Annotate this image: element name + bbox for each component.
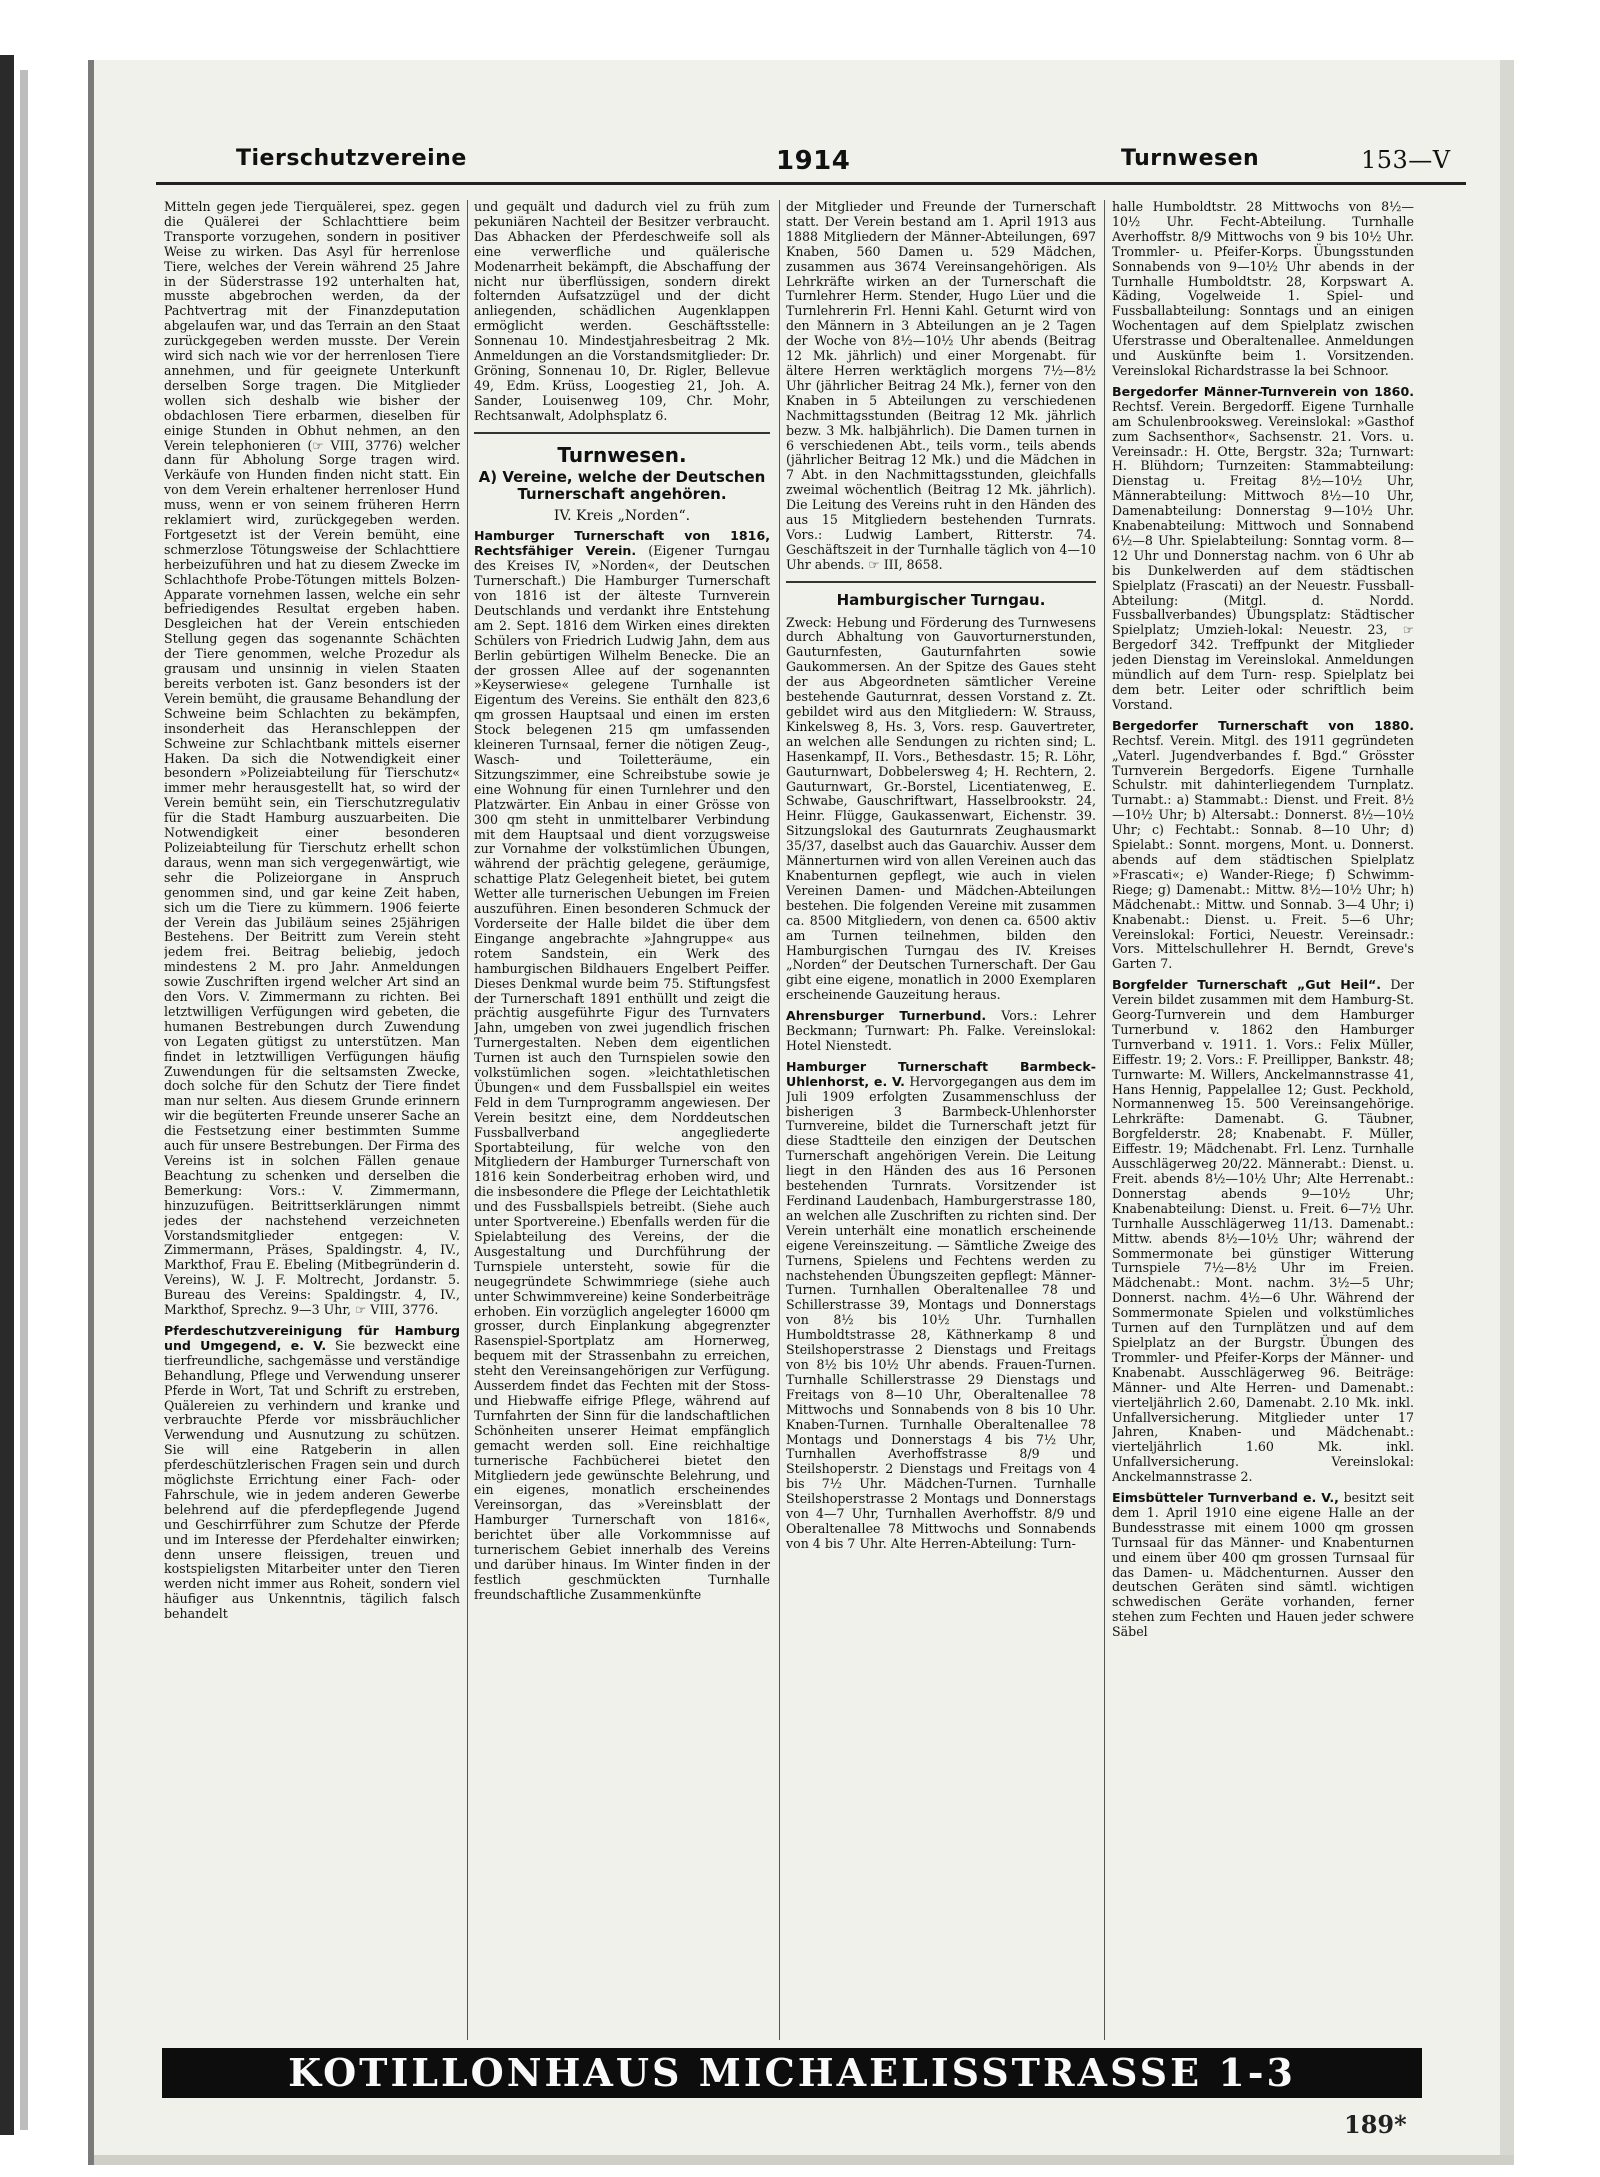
page-bottom-edge [94,2155,1514,2165]
entry [1112,978,1414,1485]
entry-title: Eimsbütteler Turnverband e. V., [1112,1490,1339,1506]
entry-text: Rechtsf. Verein. Bergedorff. Eigene Turnhalle am Schulenbrooksweg. Vereinslokal: »Gasthof zum Sachsenthor«, Sachsenstr. 21. Vors. u. Vereinsadr.: H. Otte, Bergstr. 32a; Turnwart: H. Blühdorn; Turnzeiten: Stammabteilung: Dienstag u. Freitag 8½—10½ Uhr, Männerabteilung: Mittwoch 8½—10 Uhr, Damenabteilung: Donnerstag 9—10½ Uhr. Knabenabteilung: Mittwoch und Sonnabend 6½—8 Uhr. Spielabteilung: Sonntag vorm. 8—12 Uhr und Donnerstag nachm. von 6 Uhr ab bis Dunkelwerden auf dem städtischen Spielplatz (Frascati) an der Neuestr. Fussball-Abteilung: (Mitgl. d. Nordd. Fussballverbandes) Übungsplatz: Städtischer Spielplatz; Umzieh-lokal: Neuestr. 23, ☞ Bergedorf 342. Treffpunkt der Mitglieder jeden Dienstag im Vereinslokal. Anmeldungen mündlich auf dem Turn- resp. Spielplatz bei dem betr. Leiter oder schriftlich beim Vorstand. [1112,398,1414,712]
scan-edge-inner [20,70,28,2130]
entry [786,1009,1096,1054]
page-shadow [1500,60,1514,2165]
header-year: 1914 [776,146,851,176]
entry [1112,1491,1414,1640]
paragraph: der Mitglieder und Freunde der Turnerschaft statt. Der Verein bestand am 1. April 1913 aus 1888 Mitgliedern der Männer-Abteilungen, 697 Knaben, 560 Damen u. 529 Mädchen, zusammen aus 3674 Vereinsangehörigen. Als Lehrkräfte wirken an der Turnerschaft die Turnlehrer Herm. Stender, Hugo Lüer und die Turnlehrerin Frl. Henni Kahl. Geturnt wird von den Männern in 3 Abteilungen an je 2 Tagen der Woche von 8½—10½ Uhr abends (Beitrag 12 Mk. jährlich) und einer Morgenabt. für ältere Herren werktäglich morgens 7½—8½ Uhr (jährlicher Beitrag 24 Mk.), ferner von den Knaben in 5 Abteilungen zu verschiedenen Nachmittagsstunden (Beitrag 12 Mk. jährlich bezw. 3 Mk. halbjährlich). Die Damen turnen in 6 verschiedenen Abt., teils vorm., teils abends (jährlicher Beitrag 12 Mk.) und die Mädchen in 7 Abt. in den Nachmittagsstunden, gleichfalls zweimal wöchentlich (Beitrag 12 Mk. jährlich). Die Leitung des Vereins ruht in den Händen des aus 15 Mitgliedern bestehenden Turnrats. Vors.: Ludwig Lambert, Ritterstr. 74. Geschäftszeit in der Turnhalle täglich von 4—10 Uhr abends. ☞ III, 8658. [786,200,1096,572]
column-3 [786,200,1096,2040]
paragraph: Zweck: Hebung und Förderung des Turnwesens durch Abhaltung von Gauvorturnerstunden, Gauturnfesten, Gauturnfahrten sowie Gaukommersen. An der Spitze des Gaues steht der aus Abgeordneten sämtlicher Vereine bestehende Gauturnrat, dessen Vorstand z. Zt. gebildet wird aus den Mitgliedern: W. Strauss, Kinkelsweg 8, Hs. 3, Vors. resp. Gauvertreter, an welchen alle Sendungen zu richten sind; L. Hasenkampf, II. Vors., Bethesdastr. 15; R. Löhr, Gauturnwart, Dobbelersweg 4; H. Rechtern, 2. Gauturnwart, Gr.-Borstel, Licentiatenweg, E. Schwabe, Gauschriftwart, Hasselbrookstr. 24, Heinr. Flügge, Gaukassenwart, Eichenstr. 39. Sitzungslokal des Gauturnrats Zeughausmarkt 35/37, daselbst auch das Gauarchiv. Ausser dem Männerturnen wird von allen Vereinen auch das Knabenturnen gepflegt, wie auch in vielen Vereinen Damen- und Mädchen-Abteilungen bestehen. Die folgenden Vereine mit zusammen ca. 8500 Mitgliedern, von denen ca. 6500 aktiv am Turnen teilnehmen, bilden den Hamburgischen Turngau des IV. Kreises „Norden“ der Deutschen Turnerschaft. Der Gau gibt eine eigene, monatlich in 2000 Exemplaren erscheinende Gauzeitung heraus. [786,614,1096,1003]
entry [474,529,770,1602]
entry [786,1060,1096,1552]
entry-title: Pferdeschutzvereinigung für Hamburg und Umgegend, e. V. [164,1322,460,1353]
document-page [88,60,1514,2165]
entry-title: Hamburger Turnerschaft Barmbeck-Uhlenhorst, e. V. [786,1058,1096,1089]
advertisement-banner: KOTILLONHAUS MICHAELISSTRASSE 1-3 [162,2048,1422,2098]
subsection-title: A) Vereine, welche der Deutschen Turnerschaft angehören. [478,467,766,503]
entry-text: Hervorgegangen aus dem im Juli 1909 erfolgten Zusammenschluss der bisherigen 3 Barmbeck-Uhlenhorster Turnvereine, bildet die Turnerschaft jetzt für diese Stadtteile den einzigen der Deutschen Turnerschaft angehörigen Verein. Die Leitung liegt in den Händen des aus 16 Personen bestehenden Turnrats. Vorsitzender ist Ferdinand Laudenbach, Hamburgerstrasse 180, an welchen alle Zuschriften zu richten sind. Der Verein unterhält eine monatlich erscheinende eigene Vereinszeitung. — Sämtliche Zweige des Turnens, Spielens und Fechtens werden zu nachstehenden Übungszeiten gepflegt: Männer-Turnen. Turnhallen Oberaltenallee 78 und Schillerstrasse 39, Montags und Donnerstags von 8½ bis 10½ Uhr. Turnhallen Humboldtstrasse 28, Käthnerkamp 8 und Steilshoperstrasse 2 Dienstags und Freitags von 8½ bis 10½ Uhr abends. Frauen-Turnen. Turnhalle Schillerstrasse 29 Dienstags und Freitags von 8—10 Uhr, Oberaltenallee 78 Mittwochs und Sonnabends von 8 bis 10 Uhr. Knaben-Turnen. Turnhalle Oberaltenallee 78 Montags und Donnerstags 4 bis 7½ Uhr, Turnhallen Averhoffstrasse 8/9 und Steilshoperstr. 2 Dienstags und Freitags von 4 bis 7½ Uhr. Mädchen-Turnen. Turnhalle Steilshoperstrasse 2 Montags und Donnerstags von 4—7 Uhr, Turnhallen Averhoffstr. 8/9 und Oberaltenallee 78 Mittwochs und Sonnabends von 4 bis 7 Uhr. Alte Herren-Abteilung: Turn- [786,1073,1096,1551]
header-page-number: 153—V [1361,146,1451,174]
entry [164,1324,460,1622]
entry-text: Der Verein bildet zusammen mit dem Hamburg-St. Georg-Turnverein und dem Hamburger Turnerbund v. 1862 den Hamburger Turnverband v. 1911. 1. Vors.: Felix Müller, Eiffestr. 19; 2. Vors.: F. Preillipper, Bankstr. 48; Turnwarte: M. Willers, Anckelmannstrasse 41, Hans Hennig, Pappelallee 12; Gust. Peckhold, Normannenweg 15. 500 Vereinsangehörige. Lehrkräfte: Damenabt. G. Täubner, Borgfelderstr. 28; Knabenabt. F. Müller, Eiffestr. 19; Mädchenabt. Frl. Lenz. Turnhalle Ausschlägerweg 20/22. Männerabt.: Dienst. u. Freit. abends 8½—10½ Uhr; Alte Herrenabt.: Donnerstag abends 9—10½ Uhr; Knabenabteilung: Dienst. u. Freit. 6—7½ Uhr. Turnhalle Ausschlägerweg 11/13. Damenabt.: Mittw. abends 8½—10½ Uhr; während der Sommermonate bei günstiger Witterung Turnspiele 7½—8½ Uhr im Freien. Mädchenabt.: Mont. nachm. 3½—5 Uhr; Donnerst. nachm. 4½—6 Uhr. Während der Sommermonate Spielen und volkstümliches Turnen auf den Turnplätzen und auf dem Spielplatz an der Burgstr. Übungen des Trommler- und Pfeifer-Korps der Männer- und Knabenabt. Ausschlägerweg 96. Beiträge: Männer- und Alte Herren- und Damenabt.: vierteljährlich 2.60, Damenabt. 2.10 Mk. inkl. Unfallversicherung. Mitglieder unter 17 Jahren, Knaben- und Mädchenabt.: vierteljährlich 1.60 Mk. inkl. Unfallversicherung. Vereinslokal: Anckelmannstrasse 2. [1112,977,1414,1485]
paragraph: halle Humboldtstr. 28 Mittwochs von 8½—10½ Uhr. Fecht-Abteilung. Turnhalle Averhoffstr. 8/9 Mittwochs von 9 bis 10½ Uhr. Trommler- u. Pfeifer-Korps. Übungsstunden Sonnabends von 9—10½ Uhr abends in der Turnhalle Humboldtstr. 28, Korpswart A. Käding, Vogelweide 1. Spiel- und Fussballabteilung: Sonntags und an einigen Wochentagen auf dem Spielplatz zwischen Uferstrasse und Oberaltenallee. Anmeldungen und Auskünfte beim 1. Vorsitzenden. Vereinslokal Richardstrasse la bei Schnoor. [1112,200,1414,378]
column-1 [164,200,460,2040]
entry-title: Bergedorfer Turnerschaft von 1880. [1112,717,1414,733]
entry-title: Ahrensburger Turnerbund. [786,1008,987,1024]
entry-title: Bergedorfer Männer-Turnverein von 1860. [1112,383,1414,399]
footer-page-number: 189* [1344,2110,1407,2139]
district-heading: IV. Kreis „Norden“. [553,507,691,524]
section-title: Turnwesen. [557,442,687,467]
column-4 [1112,200,1414,2040]
column-rule [1104,200,1105,2040]
entry-title: Hamburger Turnerschaft von 1816, Rechtsfähiger Verein. [474,528,770,559]
entry-text: Rechtsf. Verein. Mitgl. des 1911 gegründeten „Vaterl. Jugendverbandes f. Bgd.“ Grösster Turnverein Bergedorfs. Eigene Turnhalle Schulstr. mit dahinterliegendem Turnplatz. Turnabt.: a) Stammabt.: Dienst. und Freit. 8½—10½ Uhr; b) Altersabt.: Donnerst. 8½—10½ Uhr; c) Fechtabt.: Sonnab. 8—10 Uhr; d) Spielabt.: Sonnt. morgens, Mont. u. Donnerst. abends auf dem städtischen Spielplatz »Frascati«; e) Wander-Riege; f) Schwimm-Riege; g) Damenabt.: Mittw. 8½—10½ Uhr; h) Mädchenabt.: Mittw. und Sonnab. 3—4 Uhr; i) Knabenabt.: Dienst. u. Freit. 5—6 Uhr; Vereinslokal: Fortici, Neuestr. Vereinsadr.: Vors. Mittelschullehrer H. Berndt, Greve's Garten 7. [1112,732,1414,972]
entry-title: Borgfelder Turnerschaft „Gut Heil“. [1112,977,1382,993]
entry-text: besitzt seit dem 1. April 1910 eine eigene Halle an der Bundesstrasse mit einem 1000 qm grossen Turnsaal für das Männer- und Knabenturnen und einem über 400 qm grossen Turnsaal für das Damen- u. Mädchenturnen. Ausser den deutschen Geräten sind sämtl. wichtigen schwedischen Geräte vorhanden, ferner stehen zum Fechten und Hauen jeder schwere Säbel [1112,1490,1414,1640]
section-divider [786,581,1096,583]
header-section-right: Turnwesen [1121,146,1260,171]
column-2 [474,200,770,2040]
entry-text: Vors.: Lehrer Beckmann; Turnwart: Ph. Falke. Vereinslokal: Hotel Nienstedt. [786,1008,1096,1053]
column-rule [467,200,468,2040]
column-rule [779,200,780,2040]
paragraph: Mitteln gegen jede Tierquälerei, spez. gegen die Quälerei der Schlachttiere beim Transporte vorzugehen, sondern in positiver Weise zu wirken. Das Asyl für herrenlose Tiere, welches der Verein während 25 Jahre in der Süderstrasse 192 unterhalten hat, musste abgebrochen werden, da der Pachtvertrag mit der Finanzdeputation abgelaufen war, und das Terrain an den Staat zurückgegeben werden musste. Der Verein wird sich nach wie vor der herrenlosen Tiere annehmen, und für geeignete Unterkunft derselben Sorge tragen. Die Mitglieder wollen sich deshalb wie bisher der obdachlosen Tiere erbarmen, dieselben für einige Stunden in Obhut nehmen, an den Verein telephonieren (☞ VIII, 3776) welcher dann für Abholung Sorge tragen wird. Verkäufe von Hunden finden nicht statt. Ein von dem Verein erhaltener herrenloser Hund muss, wenn er von seinem früheren Herrn reklamiert wird, zurückgegeben werden. Fortgesetzt ist der Verein bemüht, eine schmerzlose Tötungsweise der Schlachttiere herbeizuführen und hat zu diesem Zwecke im Schlachthofe Probe-Tötungen mittels Bolzen-Apparate vornehmen lassen, welche ein sehr befriedigendes Resultat ergeben haben. Desgleichen hat der Verein entschieden Stellung gegen das sogenannte Schächten der Tiere genommen, welche Prozedur als grausam und unsinnig in vielen Staaten bereits verboten ist. Ganz besonders ist der Verein bemüht, die grausame Behandlung der Schweine beim Schlachten zu bekämpfen, insonderheit das Heranschleppen der Schweine zur Schlachtbank mittels eiserner Haken. Da sich die Notwendigkeit einer besondern »Polizeiabteilung für Tierschutz« immer mehr herausgestellt hat, so wird der Verein bemüht sein, ein Tierschutzregulativ für die Stadt Hamburg auszuarbeiten. Die Notwendigkeit einer besonderen Polizeiabteilung für Tierschutz erhellt schon daraus, wenn man sich vergegenwärtigt, wie sehr die Polizeiorgane in Anspruch genommen sind, und gar keine Zeit haben, sich um die Tiere zu kümmern. 1906 feierte der Verein das Jubiläum seines 25jährigen Bestehens. Der Beitritt zum Verein steht jedem frei. Beitrag beliebig, jedoch mindestens 2 M. pro Jahr. Anmeldungen sowie Zuschriften irgend welcher Art sind an den Vors. V. Zimmermann zu richten. Bei letztwilligen Verfügungen wird gebeten, die humanen Bestrebungen durch Zuwendung von Legaten gütigst zu unterstützen. Man findet in letztwilligen Verfügungen häufig Zuwendungen für die seltsamsten Zwecke, doch solche für den Schutz der Tiere findet man nur selten. Aus diesem Grunde erinnern wir die begüterten Freunde unserer Sache an die Festsetzung einer bestimmten Summe auch für unsere Bestrebungen. Der Firma des Vereins ist in solchen Fällen genaue Beachtung zu schenken und derselben die Bemerkung: Vors.: V. Zimmermann, hinzuzufügen. Beitrittserklärungen nimmt jedes der nachstehend verzeichneten Vorstandsmitglieder entgegen: V. Zimmermann, Präses, Spaldingstr. 4, IV., Markthof, Frau E. Ebeling (Mitbegründerin d. Vereins), W. J. F. Moltrecht, Jordanstr. 5. Bureau des Vereins: Spaldingstr. 4, IV., Markthof, Sprechz. 9—3 Uhr, ☞ VIII, 3776. [164,200,460,1318]
section-divider [474,432,770,434]
header-section-left: Tierschutzvereine [236,146,467,171]
entry-text: (Eigener Turngau des Kreises IV, »Norden«, der Deutschen Turnerschaft.) Die Hamburger Turnerschaft von 1816 ist der älteste Turnverein Deutschlands und verdankt ihre Entstehung am 2. Sept. 1816 dem Wirken eines direkten Schülers von Friedrich Ludwig Jahn, dem aus Berlin gebürtigen Wilhelm Benecke. Die an der grossen Allee auf der sogenannten »Keyserwiese« gelegene Turnhalle ist Eigentum des Vereins. Sie enthält den 823,6 qm grossen Hauptsaal und einen im ersten Stock belegenen 215 qm umfassenden kleineren Turnsaal, ferner die nötigen Zeug-, Wasch- und Toiletteräume, ein Sitzungszimmer, eine Schreibstube sowie je eine Wohnung für einen Turnlehrer und den Platzwärter. Ein Anbau in einer Grösse von 300 qm steht in unmittelbarer Verbindung mit dem Hauptsaal und dient vorzugsweise zur Vornahme der volkstümlichen Übungen, während der prächtig gelegene, geräumige, schattige Platz Gelegenheit bietet, bei gutem Wetter alle turnerischen Uebungen im Freien auszuführen. Einen besonderen Schmuck der Vorderseite der Halle bildet die über dem Eingange angebrachte »Jahngruppe« aus rotem Sandstein, ein Werk des hamburgischen Bildhauers Engelbert Peiffer. Dieses Denkmal wurde beim 75. Stiftungsfest der Turnerschaft 1891 enthüllt und zeigt die prächtig ausgeführte Figur des Turnvaters Jahn, umgeben von zwei jugendlich frischen Turnergestalten. Neben dem eigentlichen Turnen ist auch den Turnspielen sowie den volkstümlichen sogen. »leichtathletischen Übungen« und dem Fussballspiel ein weites Feld in dem Turnprogramm angewiesen. Der Verein besitzt eine, dem Norddeutschen Fussballverband angegliederte Sportabteilung, für welche von den Mitgliedern der Hamburger Turnerschaft von 1816 kein Sonderbeitrag erhoben wird, und die insbesondere die Pflege der Leichtathletik und des Fussballspiels betreibt. (Siehe auch unter Sportvereine.) Ebenfalls werden für die Spielabteilung des Vereins, der die Ausgestaltung und Durchführung der Turnspiele untersteht, sowie für die neugegründete Schwimmriege (siehe auch unter Schwimmvereine) keine Sonderbeiträge erhoben. Ein vorzüglich angelegter 16000 qm grosser, durch Einplankung abgegrenzter Rasenspiel-Sportplatz am Hornerweg, bequem mit der Strassenbahn zu erreichen, steht den Vereinsangehörigen zur Verfügung. Ausserdem findet das Fechten mit der Stoss- und Hiebwaffe eifrige Pflege, während auf Turnfahrten der Sinn für die landschaftlichen Schönheiten unserer Heimat empfänglich gemacht werden soll. Eine reichhaltige turnerische Fachbücherei bietet den Mitgliedern jede gewünschte Belehrung, und ein eigenes, monatlich erscheinendes Vereinsorgan, das »Vereinsblatt der Hamburger Turnerschaft von 1816«, berichtet über alle Vorkommnisse auf turnerischem Gebiet innerhalb des Vereins und darüber hinaus. Im Winter finden in der festlich geschmückten Turnhalle freundschaftliche Zusammenkünfte [474,543,770,1602]
entry [1112,385,1414,713]
entry [1112,719,1414,972]
scan-edge [0,55,14,2135]
paragraph: und gequält und dadurch viel zu früh zum pekuniären Nachteil der Besitzer verbraucht. Das Abhacken der Pferdeschweife soll als eine verwerfliche und quälerische Modenarrheit bekämpft, die Abschaffung der nicht nur überflüssigen, sondern direkt folternden Aufsatzzügel und der dicht anliegenden, schädlichen Augenklappen ermöglicht werden. Geschäftsstelle: Sonnenau 10. Mindestjahresbeitrag 2 Mk. Anmeldungen an die Vorstandsmitglieder: Dr. Gröning, Sonnenau 10, Dr. Rigler, Bellevue 49, Edm. Krüss, Loogestieg 21, Joh. A. Sander, Louisenweg 109, Chr. Mohr, Rechtsanwalt, Adolphsplatz 6. [474,200,770,423]
entry-text: Sie bezweckt eine tierfreundliche, sachgemässe und verständige Behandlung, Pflege und Verwendung unserer Pferde in Wort, Tat und Schrift zu erstreben, Quälereien zu verhindern und kranke und verbrauchte Pferde vor missbräuchlicher Verwendung und Ausnutzung zu schützen. Sie will eine Ratgeberin in allen pferdeschützlerischen Fragen sein und durch möglichste Errichtung einer Fach- oder Fahrschule, wie in jedem anderen Gewerbe belehrend auf die pferdepflegende Jugend und Geschirrführer zum Schutze der Pferde und im Interesse der Pferdehalter einwirken; denn unsere fleissigen, treuen und kostspieligsten Mitarbeiter unter den Tieren werden nicht immer aus Roheit, sondern viel häufiger aus Unkenntnis, tägilich falsch behandelt [164,1337,460,1622]
running-header [156,138,1466,185]
section-title: Hamburgischer Turngau. [836,590,1046,609]
